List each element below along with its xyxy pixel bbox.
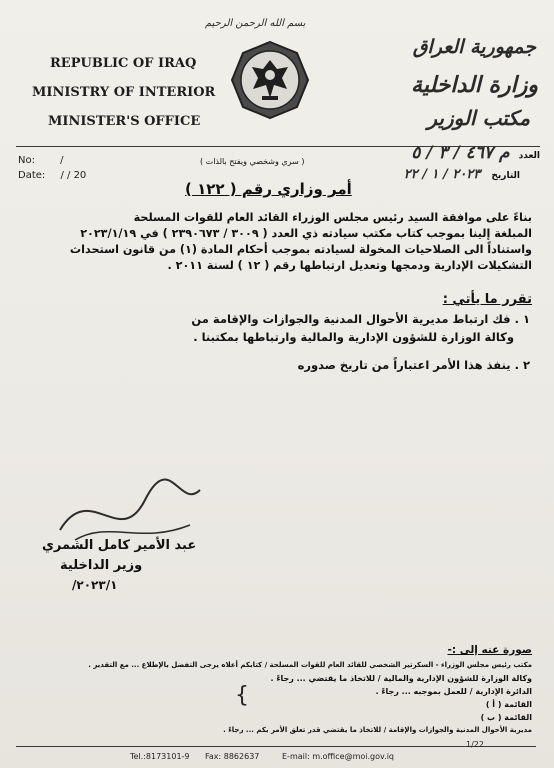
- footer-tel: Tel.:8173101-9: [130, 752, 190, 761]
- date-label: Date:: [18, 170, 46, 181]
- decision-label: تقرر ما يأتي :: [442, 292, 532, 307]
- copies-label: صورة عنه إلى :-: [447, 644, 532, 656]
- header-ar-ministry: وزارة الداخلية: [411, 72, 538, 98]
- item-1: ١ . فك ارتباط مديرية الأحوال المدنية والجوازات والإقامة من: [191, 312, 530, 326]
- header-republic: REPUBLIC OF IRAQ: [50, 56, 197, 71]
- no-label: No:: [18, 155, 35, 166]
- ar-number-label: العدد: [518, 151, 540, 161]
- item-2: ٢ . ينفذ هذا الأمر اعتباراً من تاريخ صدوره: [297, 358, 530, 372]
- date-value: / / 20: [60, 170, 87, 181]
- header-office: MINISTER'S OFFICE: [48, 114, 201, 129]
- order-title: أمر وزاري رقم ( ١٢٢ ): [185, 180, 352, 198]
- ar-number-field: [411, 143, 540, 163]
- no-value: /: [60, 155, 64, 166]
- item-1-continued: وكالة الوزارة للشؤون الإدارية والمالية وارتباطها بمكتبنا .: [193, 330, 514, 344]
- copy-line-4: القائمة ( أ ): [485, 700, 532, 709]
- signature-date: ٢٠٢٣/١/: [72, 578, 118, 592]
- copy-line-2: وكالة الوزارة للشؤون الإدارية والمالية / للاتخاذ ما يقتضي ... رجاءً .: [270, 674, 532, 683]
- footer-page: 1/22: [466, 740, 484, 749]
- ar-date-field: [404, 167, 520, 182]
- date-field: [18, 170, 86, 181]
- signature-position: وزير الداخلية: [60, 558, 143, 573]
- header-ar-republic: جمهورية العراق: [412, 36, 536, 58]
- ar-number-value: م ٤٦٧ / ٣ / ٥: [411, 143, 510, 163]
- copy-line-1: مكتب رئيس مجلس الوزراء - السكرتير الشخصي للقائد العام للقوات المسلحة / كتابكم أعلاه يرجى التفضل بالإطلاع ... مع التقدير .: [88, 661, 532, 669]
- footer-fax: Fax: 8862637: [205, 752, 260, 761]
- intro-line-3: واستناداً الى الصلاحيات المخولة لسيادته بموجب أحكام المادة (١) من قانون استحداث: [69, 243, 532, 256]
- intro-line-4: التشكيلات الإدارية ودمجها وتعديل ارتباطها رقم ( ١٢ ) لسنة ٢٠١١ .: [167, 259, 532, 272]
- classification-note: ( سري وشخصي ويفتح بالذات ): [200, 157, 305, 166]
- intro-line-2: المبلغة إلينا بموجب كتاب مكتب سيادته ذي العدد ( ٣٠٠٩ / ٢٣٩٠٦٧٣ ) في ٢٠٢٣/١/١٩: [80, 227, 532, 240]
- ministry-emblem-icon: [230, 40, 310, 120]
- footer-divider: [16, 746, 536, 747]
- basmala: بسم الله الرحمن الرحيم: [205, 18, 306, 29]
- copy-line-6: مديرية الأحوال المدنية والجوازات والإقامة / للاتخاذ ما يقتضي قدر تعلق الأمر بكم ... رجاءً .: [223, 726, 532, 734]
- header-ar-office: مكتب الوزير: [427, 106, 530, 130]
- copy-line-5: القائمة ( ب ): [480, 713, 532, 722]
- ar-date-label: التاريخ: [491, 171, 520, 181]
- intro-line-1: بناءً على موافقة السيد رئيس مجلس الوزراء القائد العام للقوات المسلحة: [133, 211, 532, 224]
- ar-date-value: ٢٠٢٣ / ١ / ٢٢: [403, 167, 481, 182]
- copies-brace: {: [235, 683, 249, 708]
- footer-email: E-mail: m.office@moi.gov.iq: [282, 752, 394, 761]
- copy-line-3: الدائرة الإدارية / للعمل بموجبه ... رجاءً .: [375, 687, 532, 696]
- header-ministry: MINISTRY OF INTERIOR: [32, 85, 216, 100]
- no-field: [18, 155, 64, 166]
- signature-name: عبد الأمير كامل الشمري: [42, 538, 197, 553]
